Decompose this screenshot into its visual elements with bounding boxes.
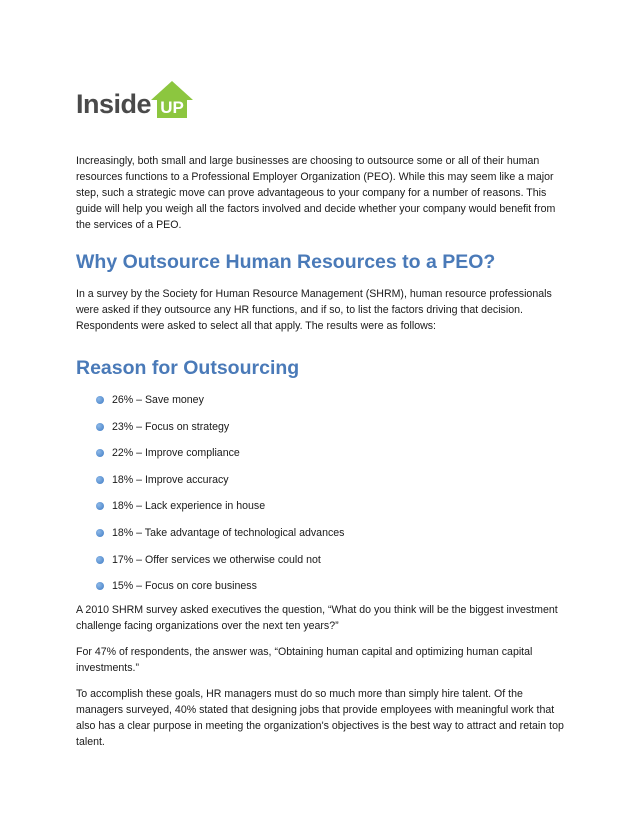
goals-paragraph: To accomplish these goals, HR managers must do so much more than simply hire talent. Of the managers surveyed, 40% stated that designing jobs that provide employees with meaningful work that also has a clear purpose in meeting the organization's objectives is the best way to attract and retain top talent.	[76, 688, 564, 748]
intro-paragraph: Increasingly, both small and large businesses are choosing to outsource some or all of their human resources functions to a Professional Employer Organization (PEO). While this may seem like a major step, such a strategic move can prove advantageous to your company for a number of reasons. This guide will help you weigh all the factors involved and decide whether your company would benefit from the services of a PEO.	[76, 155, 556, 231]
heading-reason-for-outsourcing: Reason for Outsourcing	[76, 357, 300, 379]
list-item: 23% – Focus on strategy	[96, 419, 344, 446]
list-item: 18% – Improve accuracy	[96, 472, 344, 499]
respondents-answer-paragraph: For 47% of respondents, the answer was, “Obtaining human capital and optimizing human capital investments.”	[76, 646, 533, 674]
bullet-icon	[96, 582, 104, 590]
logo-wordmark: Inside	[76, 89, 152, 119]
heading-why-outsource: Why Outsource Human Resources to a PEO?	[76, 251, 496, 273]
survey-intro-paragraph: In a survey by the Society for Human Resource Management (SHRM), human resource professionals were asked if they outsource any HR functions, and if so, to list the factors driving that decision. Respondents were asked to select all that apply. The results were as follows:	[76, 288, 552, 332]
insideup-logo	[76, 78, 206, 130]
bullet-icon	[96, 423, 104, 431]
list-item: 26% – Save money	[96, 392, 344, 419]
bullet-icon	[96, 449, 104, 457]
logo-up-mark	[147, 78, 197, 126]
list-item: 18% – Take advantage of technological advances	[96, 525, 344, 552]
bullet-icon	[96, 396, 104, 404]
bullet-icon	[96, 502, 104, 510]
bullet-icon	[96, 556, 104, 564]
bullet-icon	[96, 476, 104, 484]
list-item: 15% – Focus on core business	[96, 578, 344, 605]
bullet-icon	[96, 529, 104, 537]
shrm-question-paragraph: A 2010 SHRM survey asked executives the question, “What do you think will be the biggest investment challenge facing organizations over the next ten years?”	[76, 604, 558, 632]
list-item: 18% – Lack experience in house	[96, 498, 344, 525]
list-item: 17% – Offer services we otherwise could not	[96, 552, 344, 579]
svg-text:UP: UP	[160, 98, 184, 117]
list-item: 22% – Improve compliance	[96, 445, 344, 472]
reasons-list	[96, 392, 344, 605]
